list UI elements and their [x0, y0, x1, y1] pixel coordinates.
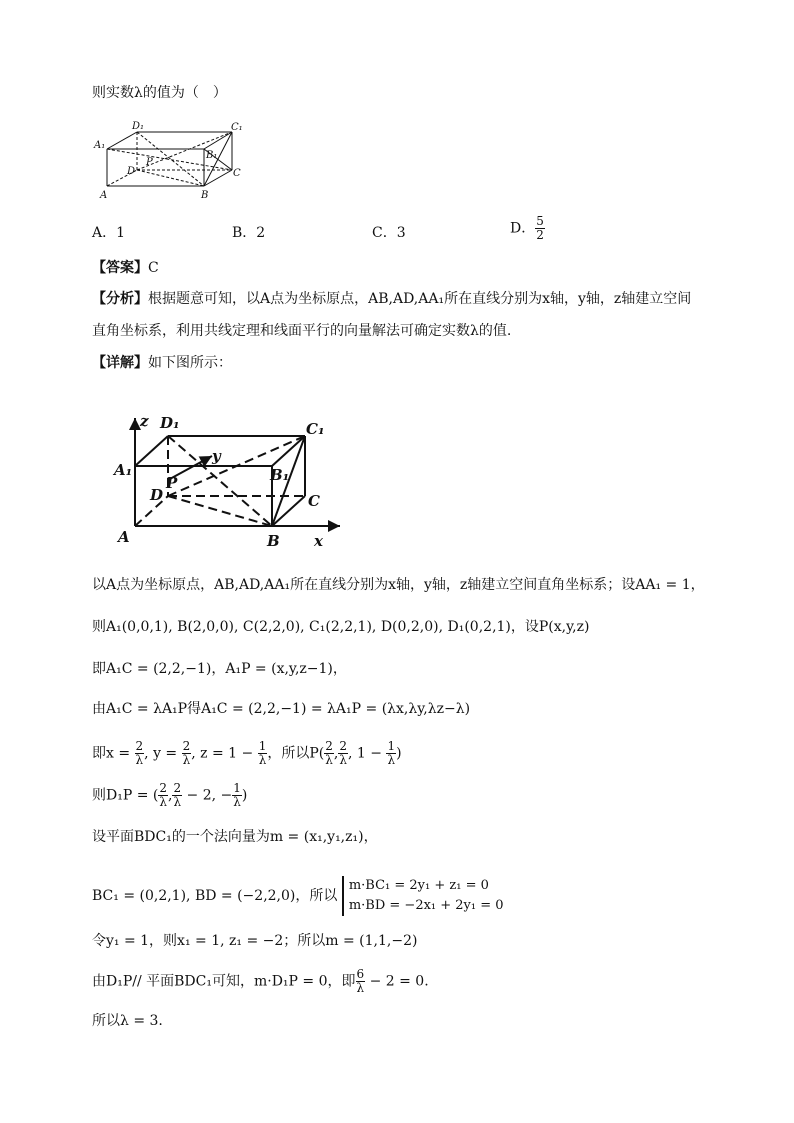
figure-prism-coordinates	[110, 408, 360, 556]
analysis-line-2: 直角坐标系，利用共线定理和线面平行的向量解法可确定实数λ的值.	[92, 323, 512, 339]
solution-line-4: 由A₁C = λA₁P得A₁C = (2,2,−1) = λA₁P = (λx,λy,λz−λ)	[92, 701, 471, 717]
solution-line-6: 则D₁P = ( $\frac{2}{\lambda}$ , $\frac{2}{\lambda}$ − 2, − $\frac{1}{\lambda}$ )	[92, 781, 248, 809]
solution-line-7: 设平面BDC₁的一个法向量为m = (x₁,y₁,z₁)，	[92, 829, 378, 845]
fig2-label-C1: C₁	[306, 420, 325, 438]
fig2-label-x: x	[314, 532, 323, 550]
solution-line-11: 所以λ = 3.	[92, 1013, 163, 1029]
solution-line-10: 由D₁P// 平面BDC₁可知，m·D₁P = 0，即 $\frac{6}{\lambda}$ − 2 = 0.	[92, 967, 429, 995]
analysis-line-1: 【分析】根据题意可知，以A点为坐标原点，AB,AD,AA₁所在直线分别为x轴，y轴，z轴建立空间	[92, 291, 692, 307]
fig1-label-C: C	[233, 168, 241, 179]
option-c: C．3	[372, 225, 406, 241]
fig1-label-C1: C₁	[231, 122, 243, 133]
solution-line-1: 以A点为坐标原点，AB,AD,AA₁所在直线分别为x轴，y轴，z轴建立空间直角坐标系；设AA₁ = 1，	[92, 577, 705, 593]
solution-line-9: 令y₁ = 1，则x₁ = 1, z₁ = −2；所以m = (1,1,−2)	[92, 933, 418, 949]
answer-value: C	[148, 260, 159, 276]
fig2-label-A1: A₁	[114, 461, 133, 479]
fig2-label-B: B	[267, 532, 280, 550]
fig1-label-P: P	[146, 157, 153, 168]
fig1-label-D1: D₁	[132, 121, 145, 132]
detail-label: 【详解】	[92, 355, 148, 371]
solution-line-2: 则A₁(0,0,1), B(2,0,0), C(2,2,0), C₁(2,2,1), D(0,2,0), D₁(0,2,1)，设P(x,y,z)	[92, 619, 590, 635]
answer-line	[92, 259, 159, 277]
solution-line-5: 即x = $\frac{2}{\lambda}$ , y = $\frac{2}{\lambda}$ , z = 1 − $\frac{1}{\lambda}$ ，所以P( $\frac{2}{\lambda}$ , $\frac{2}{\lambda}$ , 1 − $\frac{1}{\lambda}$ )	[92, 739, 402, 767]
figure-prism-small	[92, 116, 252, 206]
fig1-label-B: B	[201, 190, 209, 201]
analysis-label: 【分析】	[92, 291, 148, 307]
fig2-label-D: D	[150, 486, 164, 504]
option-b: B．2	[232, 225, 266, 241]
fig1-label-D: D	[127, 166, 136, 177]
fig1-label-A1: A₁	[94, 140, 106, 151]
option-d: D． $\frac{5}{2}$	[510, 214, 544, 242]
equation-system: m·BC₁ = 2y₁ + z₁ = 0 m·BD = −2x₁ + 2y₁ = 0	[342, 876, 504, 916]
fig2-label-C: C	[308, 492, 320, 510]
option-a: A．1	[92, 225, 126, 241]
solution-line-8: BC₁ = (0,2,1), BD = (−2,2,0)，所以 m·BC₁ = 2y₁ + z₁ = 0 m·BD = −2x₁ + 2y₁ = 0	[92, 876, 504, 916]
fig1-label-B1: B₁	[206, 150, 218, 161]
fig2-label-B1: B₁	[270, 466, 290, 484]
fig2-label-y: y	[212, 447, 221, 465]
answer-label: 【答案】	[92, 260, 148, 276]
detail-line: 【详解】如下图所示：	[92, 355, 232, 371]
fig1-label-A: A	[100, 190, 108, 201]
question-stem: 则实数λ的值为（ ）	[92, 85, 227, 101]
fig2-label-D1: D₁	[160, 414, 180, 432]
fig2-label-z: z	[140, 412, 149, 430]
fig2-label-A: A	[118, 528, 130, 546]
fig2-label-P: P	[166, 474, 178, 492]
solution-line-3: 即A₁C = (2,2,−1)，A₁P = (x,y,z−1)，	[92, 661, 347, 677]
